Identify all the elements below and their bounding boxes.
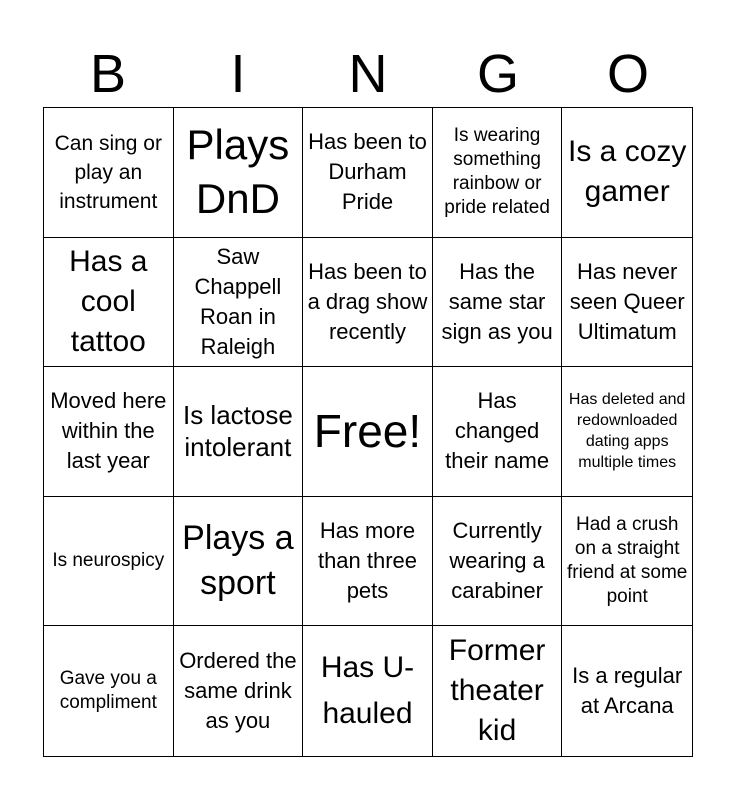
bingo-cell[interactable] — [303, 367, 433, 497]
cell-text: Saw Chappell Roan in Raleigh — [194, 243, 282, 359]
cell-text: Ordered the same drink as you — [179, 648, 297, 734]
bingo-cell[interactable] — [174, 497, 304, 627]
bingo-cell[interactable] — [433, 367, 563, 497]
cell-text: Is neurospicy — [52, 550, 165, 572]
header-letter-i: I — [230, 44, 246, 104]
free-space-text: Free! — [313, 405, 422, 458]
cell-text: Former theater kid — [448, 634, 546, 748]
cell-text: Is a cozy gamer — [568, 135, 687, 209]
bingo-cell[interactable] — [44, 367, 174, 497]
bingo-cell[interactable] — [433, 626, 563, 756]
cell-text: Plays a sport — [182, 519, 294, 603]
cell-text: Is a regular at Arcana — [572, 663, 683, 719]
cell-text: Is lactose intolerant — [182, 400, 293, 463]
bingo-cell[interactable] — [562, 238, 692, 368]
cell-text: Has U-hauled — [320, 651, 415, 731]
bingo-cell[interactable] — [433, 238, 563, 368]
bingo-cell[interactable] — [433, 497, 563, 627]
cell-text: Plays DnD — [186, 121, 290, 223]
bingo-cell[interactable] — [303, 497, 433, 627]
bingo-cell[interactable] — [433, 108, 563, 238]
header-letter-g: G — [476, 44, 519, 104]
cell-text: Has deleted and redownloaded dating apps multiple times — [568, 391, 686, 472]
bingo-cell[interactable] — [44, 497, 174, 627]
bingo-cell[interactable] — [44, 238, 174, 368]
cell-text: Has been to Durham Pride — [308, 129, 427, 215]
cell-text: Has more than three pets — [317, 518, 418, 604]
bingo-cell[interactable] — [303, 108, 433, 238]
header-letter-o: O — [606, 44, 649, 104]
cell-text: Can sing or play an instrument — [54, 131, 162, 213]
bingo-cell[interactable] — [562, 367, 692, 497]
bingo-cell[interactable] — [174, 108, 304, 238]
cell-text: Has a cool tattoo — [69, 244, 148, 358]
bingo-grid — [43, 107, 693, 757]
bingo-cell[interactable] — [562, 497, 692, 627]
cell-text: Has the same star sign as you — [441, 258, 553, 344]
bingo-cell[interactable] — [44, 626, 174, 756]
bingo-cell[interactable] — [562, 108, 692, 238]
header-letter-n: N — [348, 44, 388, 104]
cell-text: Moved here within the last year — [50, 388, 167, 474]
cell-text: Is wearing something rainbow or pride related — [444, 125, 550, 219]
bingo-header — [43, 40, 693, 108]
cell-text: Had a crush on a straight friend at some point — [566, 514, 688, 608]
cell-text: Currently wearing a carabiner — [449, 518, 545, 604]
cell-text: Gave you a compliment — [59, 668, 157, 714]
bingo-cell[interactable] — [303, 238, 433, 368]
bingo-cell[interactable] — [303, 626, 433, 756]
bingo-cell[interactable] — [44, 108, 174, 238]
cell-text: Has never seen Queer Ultimatum — [569, 258, 685, 344]
cell-text: Has been to a drag show recently — [307, 258, 428, 344]
header-letter-b: B — [89, 44, 127, 104]
bingo-cell[interactable] — [174, 238, 304, 368]
bingo-cell[interactable] — [174, 367, 304, 497]
cell-text: Has changed their name — [445, 388, 550, 474]
bingo-cell[interactable] — [562, 626, 692, 756]
bingo-cell[interactable] — [174, 626, 304, 756]
